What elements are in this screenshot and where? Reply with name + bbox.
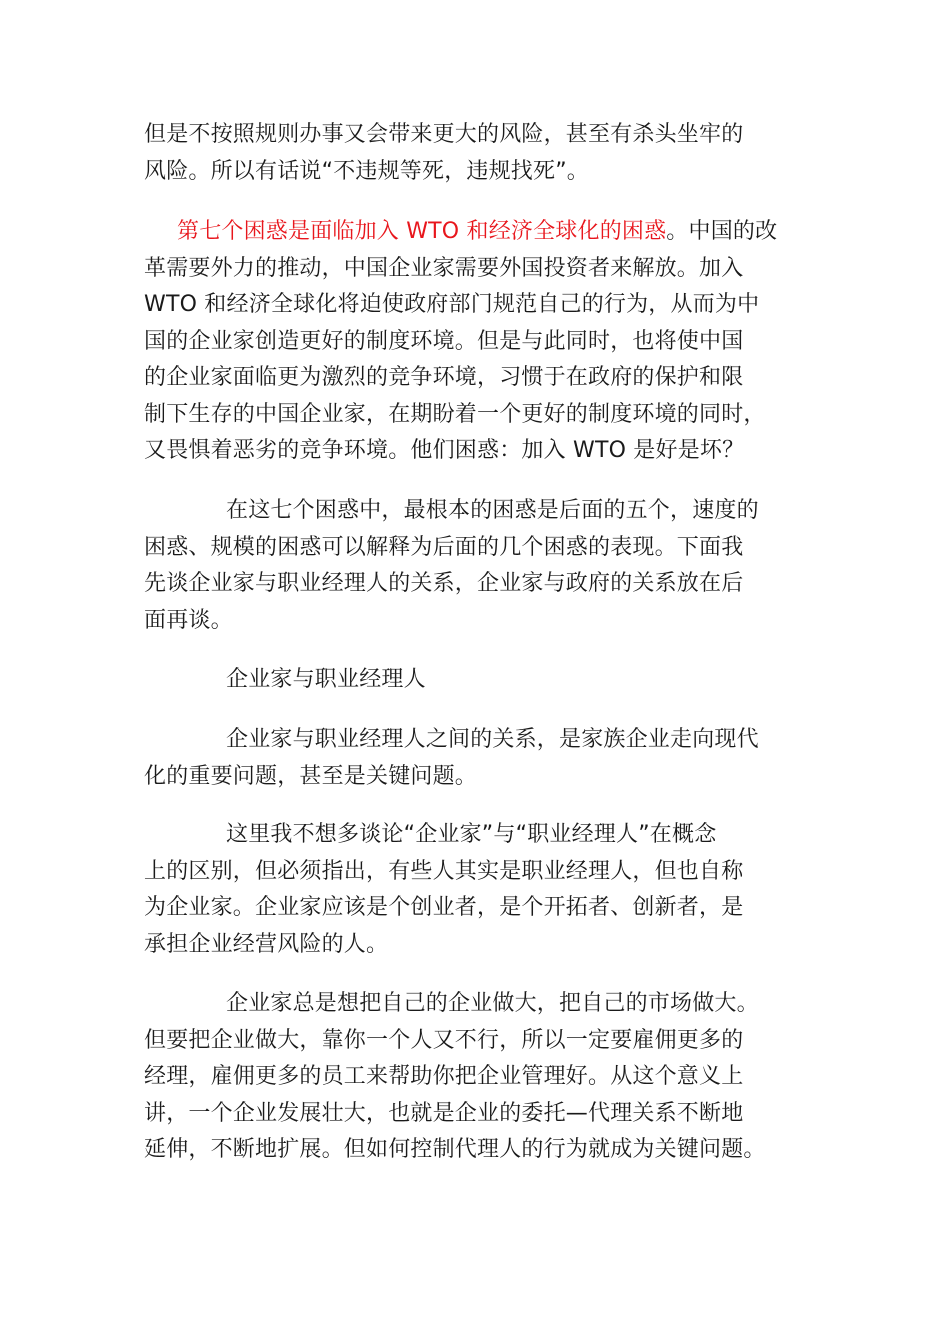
paragraph-line: 经理，雇佣更多的员工来帮助你把企业管理好。从这个意义上 — [144, 1064, 744, 1089]
highlighted-heading-text: 第七个困惑是面临加入 WTO 和经济全球化的困惑 — [177, 219, 667, 244]
section-heading — [144, 662, 804, 699]
paragraph-line: 在这七个困惑中，最根本的困惑是后面的五个，速度的 — [226, 498, 759, 523]
paragraph-line: 化的重要问题，甚至是关键问题。 — [144, 763, 478, 789]
paragraph-line: 为企业家。企业家应该是个创业者，是个开拓者、创新者，是 — [144, 895, 744, 920]
paragraph-first-line — [144, 214, 804, 251]
paragraph-line: 又畏惧着恶劣的竞争环境。他们困惑：加入 WTO 是好是坏？ — [144, 438, 745, 463]
paragraph-2 — [144, 493, 804, 639]
paragraph-line: 面再谈。 — [144, 607, 233, 633]
paragraph-line: 企业家与职业经理人之间的关系，是家族企业走向现代 — [226, 727, 759, 752]
paragraph-line: 制下生存的中国企业家，在期盼着一个更好的制度环境的同时， — [144, 401, 766, 427]
paragraph-line: 困惑、规模的困惑可以解释为后面的几个困惑的表现。下面我 — [144, 534, 744, 560]
paragraph-line: 国的企业家创造更好的制度环境。但是与此同时，也将使中国 — [144, 328, 744, 354]
paragraph-line: 的企业家面临更为激烈的竞争环境，习惯于在政府的保护和限 — [144, 365, 744, 390]
paragraph-1 — [144, 214, 804, 470]
paragraph-0 — [144, 117, 804, 190]
paragraph-line: 上的区别，但必须指出，有些人其实是职业经理人，但也自称 — [144, 858, 744, 884]
section-heading-text: 企业家与职业经理人 — [226, 667, 426, 692]
paragraph-line: 革需要外力的推动，中国企业家需要外国投资者来解放。加入 — [144, 255, 744, 281]
paragraph-line: 承担企业经营风险的人。 — [144, 931, 389, 957]
paragraph-line: 先谈企业家与职业经理人的关系，企业家与政府的关系放在后 — [144, 571, 744, 596]
paragraph-line: WTO 和经济全球化将迫使政府部门规范自己的行为，从而为中 — [144, 292, 760, 317]
paragraph-line: 企业家总是想把自己的企业做大，把自己的市场做大。 — [226, 991, 759, 1016]
paragraph-5 — [144, 986, 804, 1169]
paragraph-line: 这里我不想多谈论“企业家”与“职业经理人”在概念 — [226, 822, 717, 847]
paragraph-line: 风险。所以有话说“不违规等死，违规找死”。 — [144, 158, 589, 184]
paragraph-3 — [144, 722, 804, 795]
paragraph-line: 讲，一个企业发展壮大，也就是企业的委托—代理关系不断地 — [144, 1100, 744, 1126]
paragraph-4 — [144, 817, 804, 963]
paragraph-line: 但是不按照规则办事又会带来更大的风险，甚至有杀头坐牢的 — [144, 122, 744, 147]
paragraph-line: 但要把企业做大，靠你一个人又不行，所以一定要雇佣更多的 — [144, 1027, 744, 1053]
first-line-rest: 。中国的改 — [666, 219, 778, 244]
paragraph-line: 延伸，不断地扩展。但如何控制代理人的行为就成为关键问题。 — [144, 1137, 766, 1162]
